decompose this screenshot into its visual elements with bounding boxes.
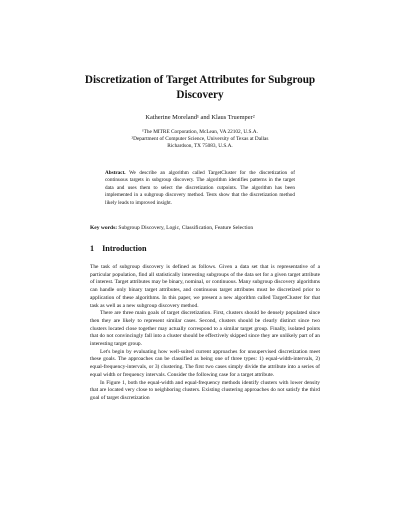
affiliation-2b: Richardson, TX 75083, U.S.A. <box>167 143 233 150</box>
section-title: Introduction <box>102 244 147 253</box>
paragraph: The task of subgroup discovery is defined as follows. Given a data set that is representative of a particular population, find all statistically interesting subgroups of the data set for a given target attribute of interest. Target attributes may be binary, nominal, or continuous. Many subgroup discovery algorithms can handle only binary target attributes, and continuous target attributes must be discretized prior to application of these algorithms. In this paper, we present a new algorithm called TargetCluster for that task as well as a new subgroup discovery method. <box>90 264 320 309</box>
abstract-text: We describe an algorithm called TargetCluster for the discretization of continuous targets in subgroup discovery. The algorithm identifies patterns in the target data and uses them to select the discretization cutpoints. The algorithm has been implemented in a subgroup discovery method. Tests show that the discretization method likely leads to improved insight. <box>105 170 296 206</box>
paragraph: In Figure 1, both the equal-width and equal-frequency methods identify clusters with lower density that are located very close to neighboring clusters. Existing clustering approaches do not satisfy the third goal of target discretization <box>90 379 320 401</box>
keywords-label: Key words: <box>90 225 118 231</box>
keywords-text: Subgroup Discovery, Logic, Classification, Feature Selection <box>118 225 254 231</box>
keywords <box>90 224 320 232</box>
section-number: 1 <box>90 244 95 253</box>
body-text <box>90 264 320 403</box>
affiliation-1: ¹The MITRE Corporation, McLean, VA 22102, U.S.A. <box>142 129 258 135</box>
paper-title: Discretization of Target Attributes for Subgroup Discovery <box>84 74 316 101</box>
paragraph: There are three main goals of target discretization. First, clusters should be densely populated since then they are likely to represent similar cases. Second, clusters should be clearly distinct since two clusters located close together may actually correspond to a similar target group. Finally, isolated points that do not convincingly fall into a cluster should be effectively skipped since they are unlikely part of an interesting target group. <box>90 310 320 348</box>
section-heading <box>90 243 147 254</box>
abstract-label: Abstract. <box>105 170 126 176</box>
abstract <box>105 170 295 207</box>
author-list: Katherine Moreland¹ and Klaus Truemper² <box>145 114 255 121</box>
paragraph: Let's begin by evaluating how well-suited current approaches for unsupervised discretization meet these goals. The approaches can be classified as being one of three types: 1) equal-width-intervals, 2) equal-frequency-intervals, or 3) clustering. The first two cases simply divide the attribute into a series of equal width or frequency intervals. Consider the following case for a target attribute. <box>90 348 320 378</box>
affiliations <box>60 129 340 151</box>
affiliation-2a: ²Department of Computer Science, University of Texas at Dallas <box>131 136 269 143</box>
